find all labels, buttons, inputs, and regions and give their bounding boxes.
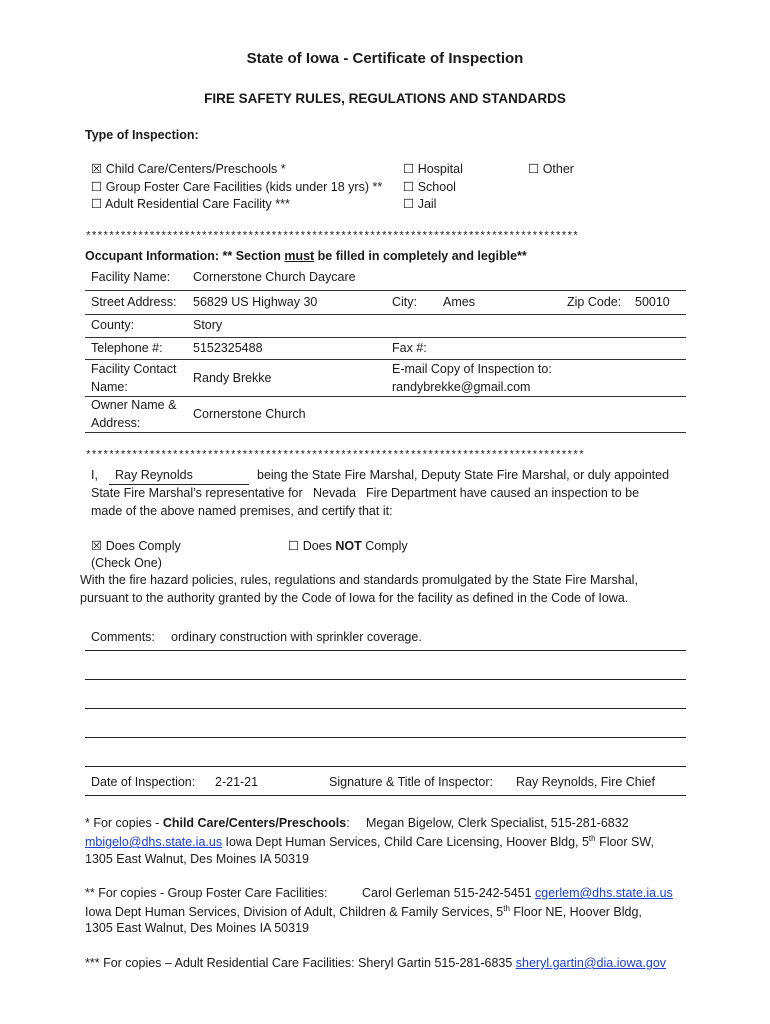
occupant-heading	[85, 249, 527, 263]
comments-line	[85, 766, 686, 767]
contact-value[interactable]: Randy Brekke	[193, 371, 272, 385]
type-label: School	[417, 180, 456, 194]
type-label: Jail	[417, 197, 437, 211]
facility-name-value[interactable]: Cornerstone Church Daycare	[193, 270, 356, 284]
row-divider	[85, 314, 686, 315]
marshal-name-underline	[109, 484, 249, 485]
does-comply-label: Does Comply	[105, 539, 181, 553]
copies-foster-line2	[85, 904, 642, 919]
contact-label-line1: Facility Contact	[91, 362, 177, 376]
copies-child-care-line3: 1305 East Walnut, Des Moines IA 50319	[85, 852, 309, 866]
type-school[interactable]	[403, 179, 456, 194]
checkbox-icon: ☐	[403, 180, 415, 194]
check-one-note: (Check One)	[91, 556, 162, 570]
city-value[interactable]: Ames	[443, 295, 475, 309]
comments-line	[85, 650, 686, 651]
checkbox-checked-icon: ☒	[91, 539, 103, 553]
checkbox-icon: ☐	[91, 197, 103, 211]
email-link[interactable]: sheryl.gartin@dia.iowa.gov	[515, 956, 667, 970]
does-not-comply-label	[303, 539, 408, 553]
copies-text: Carol Gerleman 515-242-5451	[362, 886, 536, 900]
checkbox-icon: ☐	[528, 162, 540, 176]
checkbox-icon: ☐	[91, 180, 103, 194]
copies-adult-line	[85, 956, 666, 970]
does-comply-option[interactable]	[91, 538, 181, 553]
owner-value[interactable]: Cornerstone Church	[193, 407, 306, 421]
type-adult-residential[interactable]	[91, 196, 290, 211]
fax-label: Fax #:	[392, 341, 427, 355]
type-jail[interactable]	[403, 196, 436, 211]
type-of-inspection-label: Type of Inspection:	[85, 128, 199, 142]
city-label: City:	[392, 295, 417, 309]
date-label: Date of Inspection:	[91, 775, 196, 789]
signature-label: Signature & Title of Inspector:	[329, 775, 493, 789]
copies-text: :	[346, 816, 350, 830]
not-bold: NOT	[335, 539, 362, 553]
marshal-name-field[interactable]: Ray Reynolds	[115, 468, 193, 482]
copies-text: Iowa Dept Human Services, Division of Adult, Children & Family Services, 5	[85, 905, 504, 920]
does-not-text: Does	[302, 539, 336, 553]
superscript: th	[588, 834, 596, 843]
street-label: Street Address:	[91, 295, 177, 309]
page-title: State of Iowa - Certificate of Inspection	[246, 50, 524, 67]
row-divider	[85, 432, 686, 433]
zip-value[interactable]: 50010	[635, 295, 670, 309]
comments-line	[85, 737, 686, 738]
copies-child-care-line2	[85, 834, 654, 849]
row-divider	[85, 359, 686, 360]
cert-line3: made of the above named premises, and certify that it:	[91, 504, 393, 518]
occupant-heading-text: Occupant Information: ** Section	[85, 249, 285, 263]
checkbox-icon: ☐	[288, 539, 300, 553]
cert-line1: being the State Fire Marshal, Deputy State Fire Marshal, or duly appointed	[257, 468, 670, 482]
zip-label: Zip Code:	[567, 295, 622, 309]
cert-i: I,	[91, 468, 98, 482]
email-link[interactable]: mbigelo@dhs.state.ia.us	[85, 835, 223, 850]
owner-label-line1: Owner Name &	[91, 398, 177, 412]
telephone-label: Telephone #:	[91, 341, 163, 355]
type-hospital[interactable]	[403, 161, 463, 176]
telephone-value[interactable]: 5152325488	[193, 341, 263, 355]
type-label: Adult Residential Care Facility ***	[105, 197, 290, 211]
date-value[interactable]: 2-21-21	[215, 775, 259, 789]
signature-line	[85, 795, 686, 796]
row-divider	[85, 396, 686, 397]
comply-text: Comply	[361, 539, 408, 553]
copies-text: * For copies -	[85, 816, 163, 830]
county-label: County:	[91, 318, 135, 332]
copies-foster-contact	[362, 886, 673, 900]
cert-line2-end: Fire Department have caused an inspection to be	[366, 486, 640, 500]
copies-text: *** For copies – Adult Residential Care Facilities: Sheryl Gartin 515-281-6835	[85, 956, 516, 970]
copies-bold: Child Care/Centers/Preschools	[162, 816, 347, 830]
comments-value[interactable]: ordinary construction with sprinkler coverage.	[171, 630, 422, 644]
page-subtitle: FIRE SAFETY RULES, REGULATIONS AND STANDARDS	[204, 91, 566, 106]
department-field[interactable]: Nevada	[313, 486, 357, 500]
does-not-comply-option[interactable]	[288, 538, 408, 553]
checkbox-checked-icon: ☒	[91, 162, 103, 176]
owner-label-line2: Address:	[91, 416, 141, 430]
type-child-care[interactable]	[91, 161, 286, 176]
type-label: Hospital	[417, 162, 463, 176]
checkbox-icon: ☐	[403, 162, 415, 176]
occupant-heading-must: must	[284, 249, 315, 263]
type-label: Child Care/Centers/Preschools *	[105, 162, 286, 176]
copies-text: Floor NE, Hoover Bldg,	[509, 905, 642, 920]
comments-line	[85, 679, 686, 680]
email-link[interactable]: cgerlem@dhs.state.ia.us	[535, 886, 673, 900]
copies-child-care-contact: Megan Bigelow, Clerk Specialist, 515-281-6832	[366, 816, 629, 830]
separator-stars: *************************************************************************************	[85, 231, 579, 243]
copies-foster-line3: 1305 East Walnut, Des Moines IA 50319	[85, 921, 309, 935]
cert-line2-start: State Fire Marshal’s representative for	[91, 486, 303, 500]
email-label: E-mail Copy of Inspection to:	[392, 362, 552, 376]
policy-line2: pursuant to the authority granted by the Code of Iowa for the facility as defined in the Code of Iowa.	[80, 591, 629, 605]
copies-child-care-line1	[85, 816, 350, 830]
county-value[interactable]: Story	[193, 318, 223, 332]
type-group-foster[interactable]	[91, 179, 382, 194]
contact-label-line2: Name:	[91, 380, 128, 394]
superscript: th	[503, 904, 510, 913]
type-other[interactable]	[528, 161, 574, 176]
policy-line1: With the fire hazard policies, rules, regulations and standards promulgated by the State Fire Marshal,	[80, 573, 638, 587]
row-divider	[85, 290, 686, 291]
copies-text: Floor SW,	[595, 835, 654, 850]
separator-stars: **************************************************************************************	[85, 450, 584, 462]
row-divider	[85, 337, 686, 338]
street-value[interactable]: 56829 US Highway 30	[193, 295, 318, 309]
checkbox-icon: ☐	[403, 197, 415, 211]
email-value[interactable]: randybrekke@gmail.com	[392, 380, 531, 394]
type-label: Other	[542, 162, 574, 176]
comments-line	[85, 708, 686, 709]
facility-name-label: Facility Name:	[91, 270, 171, 284]
comments-label: Comments:	[91, 630, 155, 644]
copies-text: Iowa Dept Human Services, Child Care Licensing, Hoover Bldg, 5	[222, 835, 589, 850]
occupant-heading-text-end: be filled in completely and legible**	[314, 249, 527, 263]
type-label: Group Foster Care Facilities (kids under 18 yrs) **	[105, 180, 383, 194]
signature-value[interactable]: Ray Reynolds, Fire Chief	[516, 775, 655, 789]
copies-foster-line1: ** For copies - Group Foster Care Facilities:	[85, 886, 328, 900]
